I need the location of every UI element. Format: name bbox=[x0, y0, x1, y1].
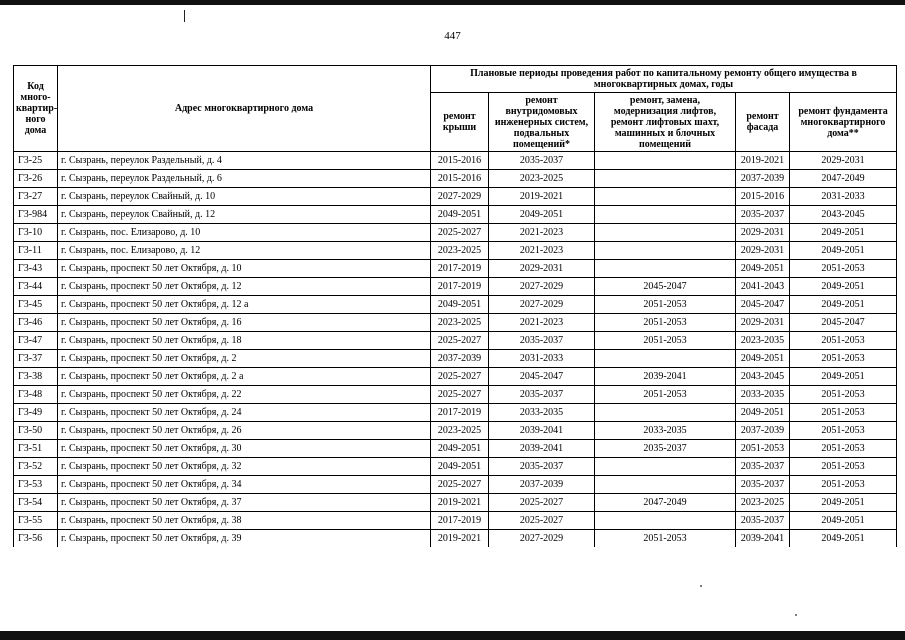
scan-top-edge bbox=[0, 0, 905, 5]
cell-code: Г3-51 bbox=[14, 440, 58, 458]
cell-facade: 2037-2039 bbox=[736, 170, 790, 188]
cell-roof: 2015-2016 bbox=[431, 170, 489, 188]
header-address: Адрес многоквартирного дома bbox=[58, 66, 431, 152]
cell-code: Г3-25 bbox=[14, 152, 58, 170]
cell-code: Г3-37 bbox=[14, 350, 58, 368]
cell-elevators: 2051-2053 bbox=[595, 296, 736, 314]
table-row bbox=[14, 422, 897, 440]
cell-facade: 2035-2037 bbox=[736, 206, 790, 224]
cell-engineering: 2029-2031 bbox=[489, 260, 595, 278]
cell-foundation: 2049-2051 bbox=[790, 368, 897, 386]
cell-code: Г3-56 bbox=[14, 530, 58, 548]
cell-facade: 2035-2037 bbox=[736, 458, 790, 476]
cell-elevators bbox=[595, 404, 736, 422]
cell-engineering: 2039-2041 bbox=[489, 440, 595, 458]
table-row bbox=[14, 278, 897, 296]
cell-foundation: 2029-2031 bbox=[790, 152, 897, 170]
cell-address: г. Сызрань, проспект 50 лет Октября, д. 12 bbox=[58, 278, 431, 296]
cell-facade: 2045-2047 bbox=[736, 296, 790, 314]
cell-roof: 2049-2051 bbox=[431, 206, 489, 224]
cell-address: г. Сызрань, проспект 50 лет Октября, д. 12 а bbox=[58, 296, 431, 314]
cell-elevators bbox=[595, 152, 736, 170]
cell-engineering: 2049-2051 bbox=[489, 206, 595, 224]
cell-engineering: 2039-2041 bbox=[489, 422, 595, 440]
header-code: Код много-квартир-ного дома bbox=[14, 66, 58, 152]
cell-foundation: 2051-2053 bbox=[790, 440, 897, 458]
cell-elevators bbox=[595, 350, 736, 368]
table-row bbox=[14, 440, 897, 458]
table-row bbox=[14, 260, 897, 278]
cell-address: г. Сызрань, проспект 50 лет Октября, д. 37 bbox=[58, 494, 431, 512]
cell-address: г. Сызрань, переулок Свайный, д. 12 bbox=[58, 206, 431, 224]
table-row bbox=[14, 458, 897, 476]
cell-foundation: 2049-2051 bbox=[790, 224, 897, 242]
cell-facade: 2049-2051 bbox=[736, 350, 790, 368]
scan-bottom-edge bbox=[0, 631, 905, 640]
page-number: 447 bbox=[444, 30, 461, 42]
cell-code: Г3-52 bbox=[14, 458, 58, 476]
scan-artifact-line bbox=[184, 10, 185, 22]
cell-foundation: 2049-2051 bbox=[790, 278, 897, 296]
table-row bbox=[14, 296, 897, 314]
cell-engineering: 2021-2023 bbox=[489, 224, 595, 242]
cell-facade: 2015-2016 bbox=[736, 188, 790, 206]
cell-address: г. Сызрань, проспект 50 лет Октября, д. 38 bbox=[58, 512, 431, 530]
table-row bbox=[14, 314, 897, 332]
cell-engineering: 2035-2037 bbox=[489, 458, 595, 476]
cell-engineering: 2027-2029 bbox=[489, 278, 595, 296]
table-row bbox=[14, 512, 897, 530]
cell-facade: 2041-2043 bbox=[736, 278, 790, 296]
cell-roof: 2015-2016 bbox=[431, 152, 489, 170]
cell-elevators: 2035-2037 bbox=[595, 440, 736, 458]
cell-foundation: 2031-2033 bbox=[790, 188, 897, 206]
cell-roof: 2023-2025 bbox=[431, 422, 489, 440]
cell-foundation: 2051-2053 bbox=[790, 260, 897, 278]
cell-facade: 2023-2025 bbox=[736, 494, 790, 512]
cell-roof: 2023-2025 bbox=[431, 242, 489, 260]
cell-roof: 2019-2021 bbox=[431, 530, 489, 548]
scan-speck bbox=[700, 585, 702, 587]
header-facade: ремонт фасада bbox=[736, 93, 790, 152]
cell-address: г. Сызрань, проспект 50 лет Октября, д. 2 bbox=[58, 350, 431, 368]
cell-roof: 2027-2029 bbox=[431, 188, 489, 206]
cell-engineering: 2037-2039 bbox=[489, 476, 595, 494]
cell-elevators bbox=[595, 188, 736, 206]
cell-foundation: 2049-2051 bbox=[790, 512, 897, 530]
cell-elevators: 2051-2053 bbox=[595, 332, 736, 350]
cell-code: Г3-38 bbox=[14, 368, 58, 386]
cell-facade: 2029-2031 bbox=[736, 314, 790, 332]
cell-foundation: 2045-2047 bbox=[790, 314, 897, 332]
cell-roof: 2037-2039 bbox=[431, 350, 489, 368]
cell-elevators: 2051-2053 bbox=[595, 314, 736, 332]
table-row bbox=[14, 404, 897, 422]
cell-code: Г3-10 bbox=[14, 224, 58, 242]
cell-roof: 2049-2051 bbox=[431, 296, 489, 314]
cell-address: г. Сызрань, пос. Елизарово, д. 12 bbox=[58, 242, 431, 260]
cell-engineering: 2021-2023 bbox=[489, 242, 595, 260]
cell-address: г. Сызрань, пос. Елизарово, д. 10 bbox=[58, 224, 431, 242]
cell-facade: 2051-2053 bbox=[736, 440, 790, 458]
cell-engineering: 2027-2029 bbox=[489, 530, 595, 548]
header-engineering: ремонт внутридомовых инженерных систем, подвальных помещений* bbox=[489, 93, 595, 152]
table-row bbox=[14, 494, 897, 512]
cell-address: г. Сызрань, проспект 50 лет Октября, д. 32 bbox=[58, 458, 431, 476]
cell-foundation: 2049-2051 bbox=[790, 242, 897, 260]
cell-address: г. Сызрань, проспект 50 лет Октября, д. 26 bbox=[58, 422, 431, 440]
cell-elevators bbox=[595, 512, 736, 530]
cell-address: г. Сызрань, переулок Свайный, д. 10 bbox=[58, 188, 431, 206]
cell-engineering: 2019-2021 bbox=[489, 188, 595, 206]
cell-roof: 2025-2027 bbox=[431, 332, 489, 350]
table-row bbox=[14, 368, 897, 386]
cell-roof: 2017-2019 bbox=[431, 278, 489, 296]
cell-engineering: 2025-2027 bbox=[489, 512, 595, 530]
cell-facade: 2019-2021 bbox=[736, 152, 790, 170]
cell-elevators bbox=[595, 170, 736, 188]
cell-engineering: 2035-2037 bbox=[489, 386, 595, 404]
cell-address: г. Сызрань, проспект 50 лет Октября, д. 22 bbox=[58, 386, 431, 404]
table-row bbox=[14, 350, 897, 368]
cell-code: Г3-44 bbox=[14, 278, 58, 296]
cell-foundation: 2049-2051 bbox=[790, 530, 897, 548]
cell-engineering: 2023-2025 bbox=[489, 170, 595, 188]
table-row bbox=[14, 206, 897, 224]
cell-facade: 2029-2031 bbox=[736, 224, 790, 242]
cell-roof: 2049-2051 bbox=[431, 440, 489, 458]
cell-engineering: 2035-2037 bbox=[489, 152, 595, 170]
cell-elevators: 2039-2041 bbox=[595, 368, 736, 386]
cell-engineering: 2027-2029 bbox=[489, 296, 595, 314]
cell-roof: 2025-2027 bbox=[431, 368, 489, 386]
cell-roof: 2023-2025 bbox=[431, 314, 489, 332]
cell-code: Г3-26 bbox=[14, 170, 58, 188]
cell-code: Г3-43 bbox=[14, 260, 58, 278]
header-elevators: ремонт, замена, модернизация лифтов, ремонт лифтовых шахт, машинных и блочных помещений bbox=[595, 93, 736, 152]
cell-roof: 2025-2027 bbox=[431, 224, 489, 242]
cell-roof: 2025-2027 bbox=[431, 476, 489, 494]
cell-address: г. Сызрань, проспект 50 лет Октября, д. 34 bbox=[58, 476, 431, 494]
scan-speck bbox=[795, 614, 797, 616]
cell-elevators: 2047-2049 bbox=[595, 494, 736, 512]
header-periods-title: Плановые периоды проведения работ по капитальному ремонту общего имущества в многоквартирных домах, годы bbox=[431, 66, 897, 93]
cell-elevators bbox=[595, 206, 736, 224]
cell-code: Г3-47 bbox=[14, 332, 58, 350]
cell-foundation: 2051-2053 bbox=[790, 476, 897, 494]
cell-elevators bbox=[595, 260, 736, 278]
cell-code: Г3-11 bbox=[14, 242, 58, 260]
header-roof: ремонт крыши bbox=[431, 93, 489, 152]
cell-address: г. Сызрань, переулок Раздельный, д. 6 bbox=[58, 170, 431, 188]
cell-facade: 2033-2035 bbox=[736, 386, 790, 404]
cell-code: Г3-48 bbox=[14, 386, 58, 404]
cell-code: Г3-50 bbox=[14, 422, 58, 440]
table-row bbox=[14, 152, 897, 170]
cell-engineering: 2031-2033 bbox=[489, 350, 595, 368]
cell-elevators bbox=[595, 458, 736, 476]
cell-elevators: 2033-2035 bbox=[595, 422, 736, 440]
cell-foundation: 2051-2053 bbox=[790, 350, 897, 368]
cell-address: г. Сызрань, проспект 50 лет Октября, д. 24 bbox=[58, 404, 431, 422]
cell-elevators bbox=[595, 476, 736, 494]
cell-foundation: 2047-2049 bbox=[790, 170, 897, 188]
cell-roof: 2017-2019 bbox=[431, 404, 489, 422]
cell-code: Г3-53 bbox=[14, 476, 58, 494]
cell-code: Г3-54 bbox=[14, 494, 58, 512]
cell-foundation: 2051-2053 bbox=[790, 458, 897, 476]
cell-engineering: 2045-2047 bbox=[489, 368, 595, 386]
cell-code: Г3-55 bbox=[14, 512, 58, 530]
cell-engineering: 2035-2037 bbox=[489, 332, 595, 350]
table-row bbox=[14, 224, 897, 242]
table-row bbox=[14, 332, 897, 350]
cell-facade: 2049-2051 bbox=[736, 260, 790, 278]
cell-facade: 2035-2037 bbox=[736, 476, 790, 494]
cell-roof: 2019-2021 bbox=[431, 494, 489, 512]
cell-facade: 2049-2051 bbox=[736, 404, 790, 422]
cell-code: Г3-45 bbox=[14, 296, 58, 314]
table-row bbox=[14, 386, 897, 404]
cell-code: Г3-46 bbox=[14, 314, 58, 332]
cell-facade: 2023-2035 bbox=[736, 332, 790, 350]
table-body bbox=[14, 152, 897, 548]
cell-foundation: 2051-2053 bbox=[790, 404, 897, 422]
cell-engineering: 2025-2027 bbox=[489, 494, 595, 512]
cell-address: г. Сызрань, проспект 50 лет Октября, д. 2 а bbox=[58, 368, 431, 386]
cell-foundation: 2049-2051 bbox=[790, 296, 897, 314]
cell-foundation: 2051-2053 bbox=[790, 386, 897, 404]
cell-engineering: 2033-2035 bbox=[489, 404, 595, 422]
cell-roof: 2049-2051 bbox=[431, 458, 489, 476]
cell-facade: 2039-2041 bbox=[736, 530, 790, 548]
cell-engineering: 2021-2023 bbox=[489, 314, 595, 332]
cell-code: Г3-984 bbox=[14, 206, 58, 224]
cell-elevators: 2045-2047 bbox=[595, 278, 736, 296]
cell-address: г. Сызрань, проспект 50 лет Октября, д. 39 bbox=[58, 530, 431, 548]
cell-foundation: 2051-2053 bbox=[790, 422, 897, 440]
cell-elevators: 2051-2053 bbox=[595, 530, 736, 548]
header-foundation: ремонт фундамента многоквартирного дома** bbox=[790, 93, 897, 152]
cell-foundation: 2049-2051 bbox=[790, 494, 897, 512]
cell-roof: 2017-2019 bbox=[431, 512, 489, 530]
cell-address: г. Сызрань, проспект 50 лет Октября, д. 16 bbox=[58, 314, 431, 332]
cell-elevators bbox=[595, 224, 736, 242]
cell-address: г. Сызрань, проспект 50 лет Октября, д. 30 bbox=[58, 440, 431, 458]
cell-facade: 2037-2039 bbox=[736, 422, 790, 440]
cell-facade: 2035-2037 bbox=[736, 512, 790, 530]
cell-foundation: 2051-2053 bbox=[790, 332, 897, 350]
cell-facade: 2043-2045 bbox=[736, 368, 790, 386]
cell-foundation: 2043-2045 bbox=[790, 206, 897, 224]
table-row bbox=[14, 170, 897, 188]
table-row bbox=[14, 476, 897, 494]
cell-elevators: 2051-2053 bbox=[595, 386, 736, 404]
table-row bbox=[14, 242, 897, 260]
cell-elevators bbox=[595, 242, 736, 260]
cell-address: г. Сызрань, проспект 50 лет Октября, д. 10 bbox=[58, 260, 431, 278]
cell-facade: 2029-2031 bbox=[736, 242, 790, 260]
cell-roof: 2025-2027 bbox=[431, 386, 489, 404]
table-row bbox=[14, 530, 897, 548]
cell-address: г. Сызрань, переулок Раздельный, д. 4 bbox=[58, 152, 431, 170]
cell-address: г. Сызрань, проспект 50 лет Октября, д. 18 bbox=[58, 332, 431, 350]
cell-code: Г3-49 bbox=[14, 404, 58, 422]
cell-code: Г3-27 bbox=[14, 188, 58, 206]
table-row bbox=[14, 188, 897, 206]
capital-repair-table bbox=[13, 65, 897, 547]
cell-roof: 2017-2019 bbox=[431, 260, 489, 278]
